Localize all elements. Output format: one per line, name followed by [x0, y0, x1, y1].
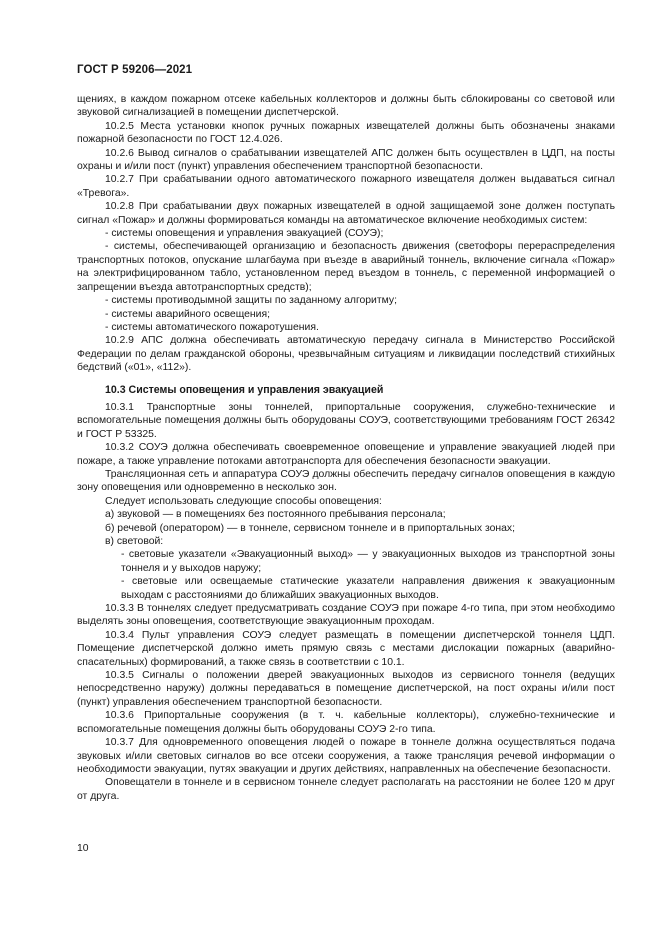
clause-10-2-7: 10.2.7 При срабатывании одного автоматического пожарного извещателя должен выдаваться сигнал «Тревога». [77, 174, 615, 199]
list-item: - системы аварийного освещения; [105, 308, 270, 320]
list-item: б) речевой (оператором) — в тоннеле, сервисном тоннеле и в припортальных зонах; [105, 522, 516, 534]
paragraph: Оповещатели в тоннеле и в сервисном тоннеле следует располагать на расстоянии не более 120 м друг от друга. [77, 777, 615, 802]
sub-list-item: - световые указатели «Эвакуационный выход» — у эвакуационных выходов из транспортной зоны тоннеля и у выходов наружу; [121, 549, 615, 574]
list-item: а) звуковой — в помещениях без постоянного пребывания персонала; [105, 509, 446, 521]
document-body [77, 93, 615, 803]
list-item: в) световой: [105, 536, 164, 547]
clause-10-2-5: 10.2.5 Места установки кнопок ручных пожарных извещателей должны быть обозначены знаками пожарной безопасности по ГОСТ 12.4.026. [77, 120, 615, 146]
list-item: - системы автоматического пожаротушения. [105, 321, 319, 333]
clause-10-3-6: 10.3.6 Припортальные сооружения (в т. ч. кабельные коллекторы), служебно-технические и вспомогательные помещения должны быть оборудованы СОУЭ 2-го типа. [77, 710, 615, 735]
document-code-header: ГОСТ Р 59206—2021 [77, 64, 193, 76]
page-number: 10 [77, 843, 89, 854]
clause-10-2-8: 10.2.8 При срабатывании двух пожарных извещателей в одной защищаемой зоне должен поступать сигнал «Пожар» и должны формироваться команды на автоматическое включение необходимых систем: [77, 201, 615, 226]
paragraph: щениях, в каждом пожарном отсеке кабельных коллекторов и должны быть сблокированы со световой или звуковой сигнализацией в помещении диспетчерской. [77, 94, 615, 119]
clause-10-3-5: 10.3.5 Сигналы о положении дверей эвакуационных выходов из сервисного тоннеля (ведущих непосредственно наружу) должны передаваться в помещение диспетчерской, на пост охраны и/или пост (пункт) управления обеспечением транспортной безопасности. [77, 670, 615, 708]
list-item: - системы противодымной защиты по заданному алгоритму; [105, 295, 397, 307]
clause-10-3-4: 10.3.4 Пульт управления СОУЭ следует размещать в помещении диспетчерской тоннеля ЦДП. Помещение диспетчерской должно иметь прямую связь с местами дислокации пожарных (аварийно-спасательных) формирований, а также связь в соответствии с 10.1. [77, 629, 615, 668]
clause-10-2-6: 10.2.6 Вывод сигналов о срабатывании извещателей АПС должен быть осуществлен в ЦДП, на посты охраны и и/или пост (пункт) управления обеспечением транспортной безопасности. [77, 147, 615, 173]
clause-10-3-7: 10.3.7 Для одновременного оповещения людей о пожаре в тоннеле должна осуществляться подача звуковых и/или световых сигналов во все отсеки сооружения, а также трансляция речевой информации о необходимости эвакуации, путях эвакуации и других действиях, направленных на обеспечение безопасности. [77, 737, 615, 775]
clause-10-2-9: 10.2.9 АПС должна обеспечивать автоматическую передачу сигнала в Министерство Российской Федерации по делам гражданской обороны, чрезвычайным ситуациям и ликвидации последствий стихийных бедствий («01», «112»). [77, 335, 615, 374]
paragraph: Следует использовать следующие способы оповещения: [105, 495, 382, 507]
clause-10-3-2: 10.3.2 СОУЭ должна обеспечивать своевременное оповещение и управление эвакуацией людей при пожаре, а также управление потоками автотранспорта для обеспечения безопасности эвакуации. [77, 442, 615, 467]
sub-list-item: - световые или освещаемые статические указатели направления движения к эвакуационным выходам с расстояниями до ближайших эвакуационных выходов. [121, 576, 615, 601]
list-item: - системы оповещения и управления эвакуацией (СОУЭ); [105, 228, 384, 240]
clause-10-3-3: 10.3.3 В тоннелях следует предусматривать создание СОУЭ при пожаре 4-го типа, при этом необходимо выделять зоны оповещения, соответствующие эвакуационным проходам. [77, 603, 615, 628]
clause-10-3-1: 10.3.1 Транспортные зоны тоннелей, припортальные сооружения, служебно-технические и вспомогательные помещения должны быть оборудованы СОУЭ, соответствующими требованиям ГОСТ 26342 и ГОСТ Р 53325. [77, 401, 615, 440]
section-heading-10-3: 10.3 Системы оповещения и управления эвакуацией [105, 383, 384, 396]
list-item: - системы, обеспечивающей организацию и безопасность движения (светофоры перераспределения транспортных потоков, опускание шлагбаума при въезде в аварийный тоннель, включение сигнала «Пожар» на электрифицированном табло, установленном перед въездом в тоннель, с переменной информацией о запрещении въезда автотранспортных средств); [77, 241, 615, 293]
paragraph: Трансляционная сеть и аппаратура СОУЭ должны обеспечить передачу сигналов оповещения в каждую зону оповещения или одновременно в несколько зон. [77, 468, 615, 494]
